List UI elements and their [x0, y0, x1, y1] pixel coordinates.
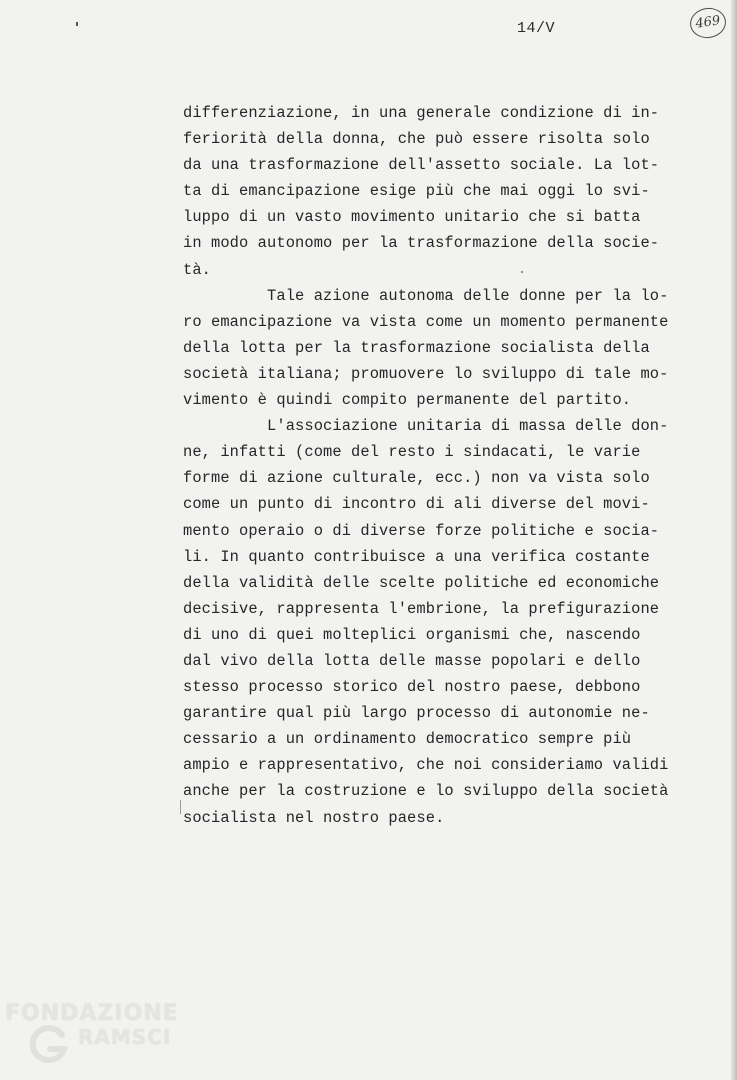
- archive-stamp-number: 469: [688, 6, 728, 41]
- text-line: differenziazione, in una generale condizione di in-: [183, 104, 660, 122]
- scan-edge: [731, 0, 737, 1080]
- text-line: dal vivo della lotta delle masse popolari e dello: [183, 651, 641, 670]
- text-line: in modo autonomo per la trasformazione della socie-: [183, 234, 660, 253]
- ink-mark: [76, 22, 78, 26]
- text-line: ro emancipazione va vista come un momento permanente: [183, 312, 669, 331]
- text-line: come un punto di incontro di ali diverse del movi-: [183, 495, 650, 514]
- text-line: ta di emancipazione esige più che mai oggi lo svi-: [183, 182, 650, 201]
- text-line: ne, infatti (come del resto i sindacati, le varie: [183, 443, 641, 462]
- text-line: mento operaio o di diverse forze politiche e socia-: [183, 521, 660, 540]
- text-line: decisive, rappresenta l'embrione, la prefigurazione: [183, 599, 660, 618]
- watermark-g-icon: [28, 1023, 70, 1065]
- page-number: 14/V: [517, 20, 556, 37]
- text-line: li. In quanto contribuisce a una verifica costante: [183, 547, 650, 566]
- watermark-line-1: FONDAZIONE: [5, 1001, 179, 1026]
- text-line: stesso processo storico del nostro paese, debbono: [183, 678, 641, 697]
- text-line: società italiana; promuovere lo sviluppo di tale mo-: [183, 364, 669, 383]
- text-line: tà.: [183, 260, 212, 279]
- text-line: Tale azione autonoma delle donne per la lo-: [183, 286, 669, 305]
- paper-speck: [180, 800, 181, 814]
- paper-speck: [521, 271, 523, 273]
- text-line: da una trasformazione dell'assetto sociale. La lot-: [183, 156, 660, 175]
- text-line: garantire qual più largo processo di autonomie ne-: [183, 704, 650, 723]
- text-line: della validità delle scelte politiche ed economiche: [183, 573, 660, 592]
- text-line: socialista nel nostro paese.: [183, 808, 445, 827]
- archive-watermark-logo: [0, 993, 220, 1073]
- text-line: cessario a un ordinamento democratico sempre più: [183, 730, 632, 749]
- typed-body-text: [183, 100, 669, 831]
- text-line: feriorità della donna, che può essere risolta solo: [183, 130, 650, 149]
- watermark-line-2: RAMSCI: [78, 1025, 172, 1049]
- text-line: forme di azione culturale, ecc.) non va vista solo: [183, 469, 650, 488]
- text-line: di uno di quei molteplici organismi che, nascendo: [183, 625, 641, 644]
- text-line: ampio e rappresentativo, che noi consideriamo validi: [183, 756, 669, 775]
- text-line: L'associazione unitaria di massa delle don-: [183, 417, 669, 436]
- text-line: della lotta per la trasformazione socialista della: [183, 338, 650, 357]
- text-line: vimento è quindi compito permanente del partito.: [183, 391, 632, 410]
- text-line: anche per la costruzione e lo sviluppo della società: [183, 782, 669, 801]
- text-line: luppo di un vasto movimento unitario che si batta: [183, 208, 641, 227]
